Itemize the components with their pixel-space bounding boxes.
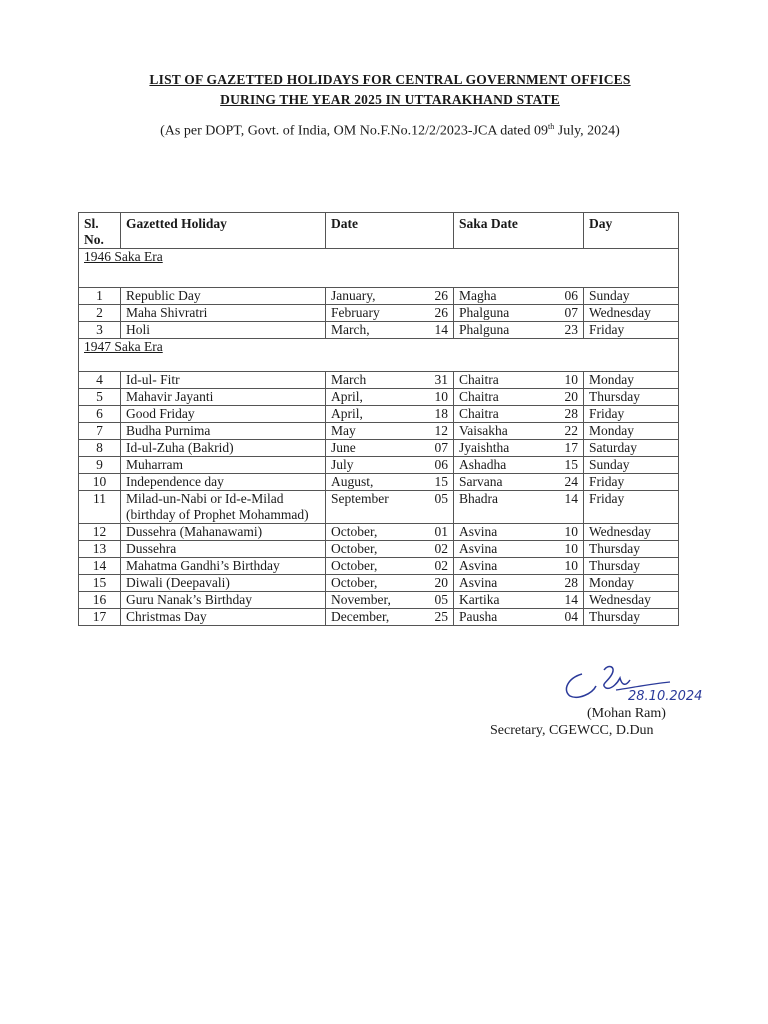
cell-day: Sunday — [584, 288, 679, 305]
column-header-date: Date — [326, 213, 454, 249]
cell-date-number: 26 — [434, 305, 448, 320]
cell-date-part: October, — [331, 524, 378, 539]
cell-day: Monday — [584, 423, 679, 440]
subtitle-text: (As per DOPT, Govt. of India, OM No.F.No.12/2/2023-JCA dated 09 — [160, 123, 549, 139]
cell-saka-date — [454, 541, 584, 558]
cell-date-part: July — [331, 457, 354, 472]
cell-saka-date-number: 07 — [564, 305, 578, 320]
cell-date-part: October, — [331, 558, 378, 573]
cell-day: Friday — [584, 322, 679, 339]
cell-saka-date — [454, 592, 584, 609]
cell-saka-date-number: 14 — [564, 592, 578, 607]
cell-date — [326, 440, 454, 457]
cell-holiday: Id-ul-Zuha (Bakrid) — [121, 440, 326, 457]
cell-date — [326, 322, 454, 339]
cell-date-number: 20 — [434, 575, 448, 590]
column-header-saka-date: Saka Date — [454, 213, 584, 249]
cell-sl-no: 11 — [79, 491, 121, 524]
cell-saka-date — [454, 558, 584, 575]
cell-date-part: January, — [331, 288, 376, 303]
cell-date-part: August, — [331, 474, 374, 489]
cell-sl-no: 14 — [79, 558, 121, 575]
cell-holiday: Mahavir Jayanti — [121, 389, 326, 406]
cell-saka-date-number: 20 — [564, 389, 578, 404]
table-row — [79, 575, 679, 592]
cell-date-part: December, — [331, 609, 390, 624]
cell-date — [326, 406, 454, 423]
cell-date-number: 14 — [434, 322, 448, 337]
cell-holiday: Dussehra — [121, 541, 326, 558]
era-label: 1947 Saka Era — [79, 339, 679, 372]
cell-saka-date-part: Asvina — [459, 575, 498, 590]
cell-day: Thursday — [584, 541, 679, 558]
cell-day: Sunday — [584, 457, 679, 474]
cell-date-part: October, — [331, 575, 378, 590]
cell-saka-date — [454, 440, 584, 457]
cell-saka-date-number: 10 — [564, 524, 578, 539]
cell-date — [326, 609, 454, 626]
cell-sl-no: 2 — [79, 305, 121, 322]
cell-saka-date-part: Ashadha — [459, 457, 507, 472]
cell-saka-date-part: Chaitra — [459, 372, 499, 387]
table-row — [79, 423, 679, 440]
cell-sl-no: 1 — [79, 288, 121, 305]
cell-holiday: Maha Shivratri — [121, 305, 326, 322]
cell-holiday: Id-ul- Fitr — [121, 372, 326, 389]
table-row — [79, 609, 679, 626]
cell-date — [326, 541, 454, 558]
cell-saka-date-part: Chaitra — [459, 406, 499, 421]
cell-date-number: 18 — [434, 406, 448, 421]
holiday-table — [78, 212, 679, 626]
cell-date — [326, 524, 454, 541]
cell-saka-date — [454, 305, 584, 322]
subtitle-superscript: th — [548, 122, 555, 131]
cell-day: Friday — [584, 406, 679, 423]
signatory-name: (Mohan Ram) — [587, 706, 666, 721]
holiday-table-body — [79, 249, 679, 626]
cell-saka-date-number: 10 — [564, 558, 578, 573]
table-row — [79, 524, 679, 541]
cell-day: Thursday — [584, 558, 679, 575]
cell-day: Saturday — [584, 440, 679, 457]
column-header-sl-no: Sl. No. — [79, 213, 121, 249]
cell-date-part: June — [331, 440, 356, 455]
cell-day: Friday — [584, 474, 679, 491]
table-row — [79, 558, 679, 575]
cell-day: Wednesday — [584, 524, 679, 541]
cell-sl-no: 12 — [79, 524, 121, 541]
cell-saka-date-number: 24 — [564, 474, 578, 489]
cell-holiday: Christmas Day — [121, 609, 326, 626]
cell-day: Monday — [584, 372, 679, 389]
cell-day: Friday — [584, 491, 679, 524]
cell-holiday: Mahatma Gandhi’s Birthday — [121, 558, 326, 575]
cell-date-part: April, — [331, 406, 363, 421]
cell-date-part: May — [331, 423, 356, 438]
cell-date — [326, 558, 454, 575]
cell-saka-date-part: Asvina — [459, 541, 498, 556]
cell-saka-date-number: 10 — [564, 372, 578, 387]
cell-day: Wednesday — [584, 592, 679, 609]
cell-saka-date — [454, 575, 584, 592]
cell-saka-date-number: 06 — [564, 288, 578, 303]
cell-saka-date-number: 17 — [564, 440, 578, 455]
cell-saka-date-number: 28 — [564, 406, 578, 421]
cell-date-part: March, — [331, 322, 370, 337]
cell-saka-date-part: Phalguna — [459, 305, 510, 320]
cell-holiday: Guru Nanak’s Birthday — [121, 592, 326, 609]
cell-saka-date-number: 04 — [564, 609, 578, 624]
table-row — [79, 592, 679, 609]
cell-date-number: 01 — [434, 524, 448, 539]
document-subtitle — [0, 122, 768, 140]
cell-date-part: November, — [331, 592, 391, 607]
cell-day: Thursday — [584, 389, 679, 406]
table-row — [79, 372, 679, 389]
handwritten-signature — [560, 660, 730, 706]
cell-sl-no: 15 — [79, 575, 121, 592]
cell-saka-date-part: Asvina — [459, 558, 498, 573]
cell-sl-no: 4 — [79, 372, 121, 389]
era-row — [79, 339, 679, 372]
cell-date-number: 10 — [434, 389, 448, 404]
cell-saka-date — [454, 423, 584, 440]
table-row — [79, 288, 679, 305]
signatory-title: Secretary, CGEWCC, D.Dun — [490, 723, 654, 738]
column-header-holiday: Gazetted Holiday — [121, 213, 326, 249]
cell-holiday: Milad-un-Nabi or Id-e-Milad (birthday of Prophet Mohammad) — [121, 491, 326, 524]
cell-saka-date-part: Jyaishtha — [459, 440, 510, 455]
cell-saka-date-number: 28 — [564, 575, 578, 590]
cell-date-part: September — [331, 491, 389, 506]
cell-date-part: March — [331, 372, 367, 387]
cell-holiday: Republic Day — [121, 288, 326, 305]
cell-saka-date-number: 15 — [564, 457, 578, 472]
cell-date-part: April, — [331, 389, 363, 404]
cell-saka-date — [454, 609, 584, 626]
cell-saka-date-part: Kartika — [459, 592, 500, 607]
document-title-line-2: DURING THE YEAR 2025 IN UTTARAKHAND STATE — [220, 92, 560, 107]
table-row — [79, 541, 679, 558]
cell-date-number: 26 — [434, 288, 448, 303]
table-row — [79, 440, 679, 457]
cell-date-number: 15 — [434, 474, 448, 489]
cell-sl-no: 8 — [79, 440, 121, 457]
era-label: 1946 Saka Era — [79, 249, 679, 288]
cell-day: Thursday — [584, 609, 679, 626]
table-row — [79, 305, 679, 322]
table-row — [79, 406, 679, 423]
signature-date: 28.10.2024 — [628, 689, 703, 704]
cell-date — [326, 288, 454, 305]
cell-saka-date — [454, 406, 584, 423]
era-row — [79, 249, 679, 288]
cell-date — [326, 474, 454, 491]
cell-holiday: Muharram — [121, 457, 326, 474]
cell-saka-date-part: Vaisakha — [459, 423, 508, 438]
cell-sl-no: 3 — [79, 322, 121, 339]
table-row — [79, 491, 679, 524]
cell-saka-date-part: Chaitra — [459, 389, 499, 404]
cell-saka-date — [454, 524, 584, 541]
column-header-day: Day — [584, 213, 679, 249]
cell-holiday: Dussehra (Mahanawami) — [121, 524, 326, 541]
cell-date-number: 05 — [434, 491, 448, 506]
cell-holiday: Holi — [121, 322, 326, 339]
cell-date-number: 25 — [434, 609, 448, 624]
cell-date-number: 12 — [434, 423, 448, 438]
cell-date — [326, 592, 454, 609]
cell-day: Monday — [584, 575, 679, 592]
cell-saka-date-number: 10 — [564, 541, 578, 556]
cell-saka-date-part: Magha — [459, 288, 497, 303]
cell-holiday: Independence day — [121, 474, 326, 491]
cell-holiday: Budha Purnima — [121, 423, 326, 440]
cell-date — [326, 491, 454, 524]
cell-saka-date-number: 23 — [564, 322, 578, 337]
cell-day: Wednesday — [584, 305, 679, 322]
cell-saka-date — [454, 474, 584, 491]
cell-date — [326, 575, 454, 592]
cell-saka-date — [454, 288, 584, 305]
cell-sl-no: 17 — [79, 609, 121, 626]
cell-date-number: 05 — [434, 592, 448, 607]
cell-date-number: 31 — [434, 372, 448, 387]
cell-saka-date-part: Asvina — [459, 524, 498, 539]
cell-date — [326, 423, 454, 440]
cell-sl-no: 10 — [79, 474, 121, 491]
table-row — [79, 389, 679, 406]
cell-sl-no: 16 — [79, 592, 121, 609]
cell-saka-date-number: 14 — [564, 491, 578, 506]
cell-saka-date — [454, 491, 584, 524]
cell-sl-no: 13 — [79, 541, 121, 558]
table-row — [79, 457, 679, 474]
cell-saka-date — [454, 322, 584, 339]
document-title-line-1: LIST OF GAZETTED HOLIDAYS FOR CENTRAL GOVERNMENT OFFICES — [149, 72, 631, 87]
cell-saka-date — [454, 372, 584, 389]
cell-sl-no: 9 — [79, 457, 121, 474]
cell-date — [326, 457, 454, 474]
cell-date-number: 07 — [434, 440, 448, 455]
cell-saka-date-part: Bhadra — [459, 491, 498, 506]
cell-saka-date-number: 22 — [564, 423, 578, 438]
cell-saka-date — [454, 457, 584, 474]
cell-date — [326, 372, 454, 389]
cell-saka-date — [454, 389, 584, 406]
cell-date — [326, 305, 454, 322]
cell-sl-no: 5 — [79, 389, 121, 406]
cell-holiday: Good Friday — [121, 406, 326, 423]
cell-saka-date-part: Pausha — [459, 609, 498, 624]
cell-date-number: 06 — [434, 457, 448, 472]
subtitle-text-end: July, 2024) — [554, 123, 620, 139]
table-row — [79, 474, 679, 491]
cell-date-part: February — [331, 305, 380, 320]
cell-sl-no: 7 — [79, 423, 121, 440]
cell-holiday: Diwali (Deepavali) — [121, 575, 326, 592]
cell-saka-date-part: Phalguna — [459, 322, 510, 337]
cell-saka-date-part: Sarvana — [459, 474, 503, 489]
cell-date-number: 02 — [434, 541, 448, 556]
table-header-row — [79, 213, 679, 249]
cell-sl-no: 6 — [79, 406, 121, 423]
cell-date — [326, 389, 454, 406]
cell-date-part: October, — [331, 541, 378, 556]
table-row — [79, 322, 679, 339]
cell-date-number: 02 — [434, 558, 448, 573]
